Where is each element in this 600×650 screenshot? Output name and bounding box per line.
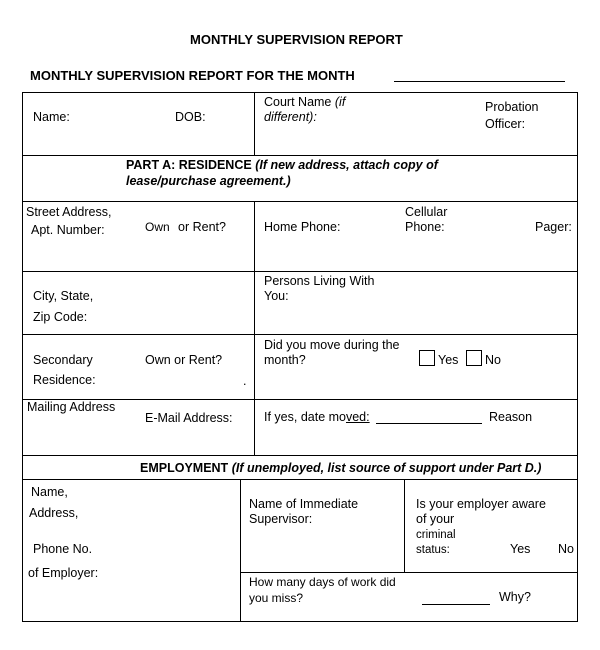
residence-label: Residence:	[33, 373, 96, 387]
part-a-heading: PART A: RESIDENCE (If new address, attach copy of	[126, 158, 438, 172]
employer-address-label: Address,	[29, 506, 79, 520]
moved-month-label: month?	[264, 353, 306, 367]
moved-no-label: No	[485, 353, 501, 367]
mailing-address-label: Mailing Address	[27, 400, 116, 414]
date-moved-label: If yes, date moved:	[264, 410, 370, 424]
cellular-label: Cellular	[405, 205, 448, 219]
of-employer-label: of Employer:	[28, 566, 99, 580]
secondary-label: Secondary	[33, 353, 93, 367]
table-border-top	[22, 92, 578, 93]
table-border-left	[22, 92, 23, 622]
street-address-label: Street Address,	[26, 205, 112, 219]
cell-phone-label: Phone:	[405, 220, 445, 234]
zip-code-label: Zip Code:	[33, 310, 88, 324]
row-divider	[22, 155, 578, 156]
court-different-label: different):	[264, 110, 317, 124]
court-name-label: Court Name (if	[264, 95, 346, 109]
date-moved-line[interactable]	[376, 423, 482, 424]
column-divider	[254, 92, 255, 155]
persons-you-label: You:	[264, 289, 289, 303]
own-or-rent-label: Own or Rent?	[145, 353, 223, 367]
row-divider	[240, 572, 578, 573]
employer-phone-label: Phone No.	[33, 542, 93, 556]
employer-name-label: Name,	[31, 485, 68, 499]
immediate-supervisor-label: Name of Immediate	[249, 497, 359, 511]
row-divider	[22, 334, 578, 335]
column-divider	[254, 201, 255, 455]
page-title: MONTHLY SUPERVISION REPORT	[190, 32, 403, 47]
why-label: Why?	[499, 590, 531, 604]
moved-no-checkbox[interactable]	[466, 350, 482, 366]
row-divider	[22, 271, 578, 272]
column-divider	[404, 479, 405, 572]
table-border-right	[577, 92, 578, 622]
officer-label: Officer:	[485, 117, 526, 131]
report-month-line[interactable]	[394, 81, 565, 82]
persons-living-label: Persons Living With	[264, 274, 375, 288]
days-missed-label: How many days of work did	[249, 575, 396, 589]
criminal-label: criminal	[416, 529, 456, 541]
stray-dot: .	[243, 374, 247, 388]
employer-aware-label: Is your employer aware	[416, 497, 546, 511]
home-phone-label: Home Phone:	[264, 220, 341, 234]
reason-label: Reason	[489, 410, 533, 424]
city-state-label: City, State,	[33, 289, 94, 303]
own-label: Own	[145, 220, 170, 234]
email-address-label: E-Mail Address:	[145, 411, 233, 425]
apt-number-label: Apt. Number:	[31, 223, 105, 237]
dob-label: DOB:	[175, 110, 206, 124]
moved-yes-checkbox[interactable]	[419, 350, 435, 366]
of-your-label: of your	[416, 512, 455, 526]
moved-question-label: Did you move during the	[264, 338, 400, 352]
aware-no-label: No	[558, 542, 574, 556]
supervisor-label: Supervisor:	[249, 512, 313, 526]
part-a-note: lease/purchase agreement.)	[126, 174, 291, 188]
probation-label: Probation	[485, 100, 539, 114]
row-divider	[22, 479, 578, 480]
row-divider	[22, 201, 578, 202]
you-miss-label: you miss?	[249, 591, 304, 605]
column-divider	[240, 479, 241, 621]
moved-yes-label: Yes	[438, 353, 459, 367]
days-missed-line[interactable]	[422, 604, 490, 605]
pager-label: Pager:	[535, 220, 572, 234]
employment-heading: EMPLOYMENT (If unemployed, list source of support under Part D.)	[140, 461, 542, 475]
status-label: status:	[416, 544, 450, 556]
table-border-bottom	[22, 621, 578, 622]
or-rent-label: or Rent?	[178, 220, 226, 234]
aware-yes-label: Yes	[510, 542, 531, 556]
row-divider	[22, 455, 578, 456]
name-label: Name:	[33, 110, 70, 124]
report-month-label: MONTHLY SUPERVISION REPORT FOR THE MONTH	[30, 68, 355, 83]
